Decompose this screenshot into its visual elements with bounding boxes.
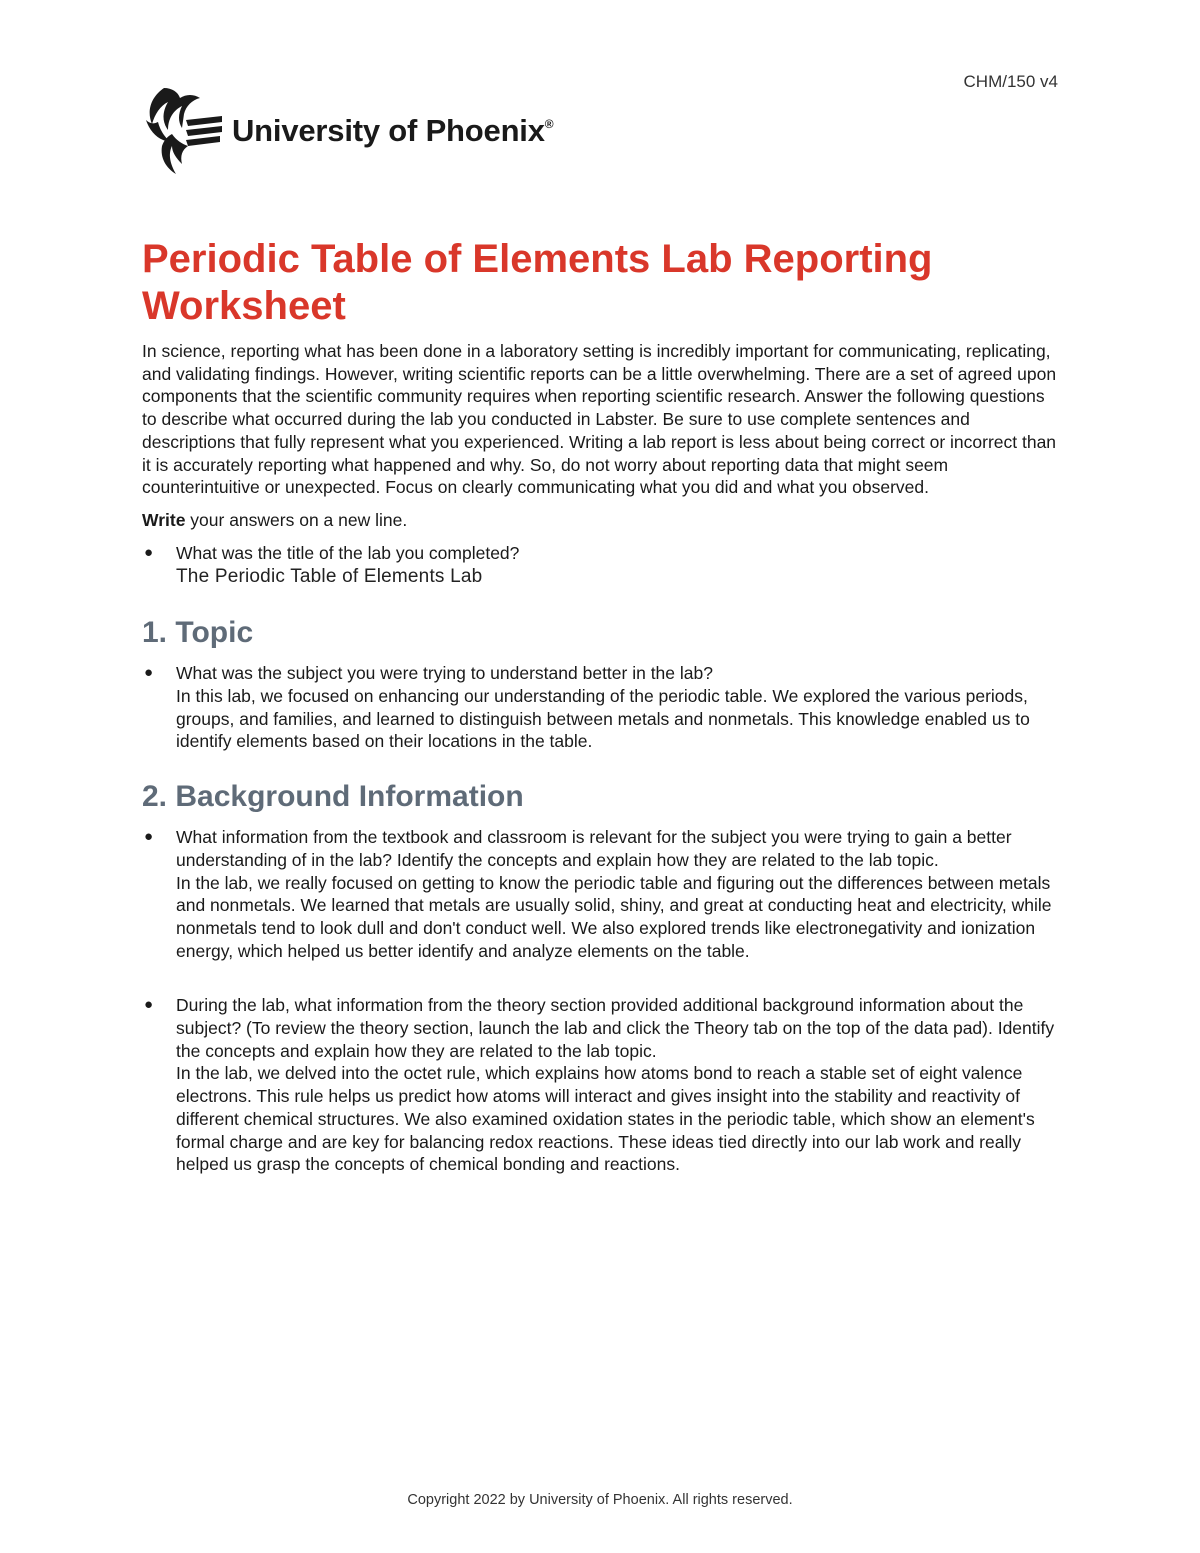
section-heading-topic: 1. Topic — [142, 616, 254, 650]
instructions-rest: your answers on a new line. — [185, 509, 408, 530]
bullet-icon: ● — [144, 996, 154, 1014]
lab-title-question: What was the title of the lab you completed? — [176, 542, 520, 563]
university-logo — [142, 84, 553, 176]
lab-title-item — [142, 542, 1062, 591]
bullet-icon: ● — [144, 828, 154, 846]
lab-title-answer: The Periodic Table of Elements Lab — [176, 566, 483, 588]
background-item-2 — [142, 994, 1062, 1176]
bullet-icon: ● — [144, 543, 154, 561]
instructions-line — [142, 509, 1062, 532]
logo-registered-mark: ® — [544, 117, 554, 131]
logo-wordmark — [232, 113, 553, 149]
worksheet-title: Periodic Table of Elements Lab Reporting Worksheet — [142, 237, 933, 328]
phoenix-bird-icon — [142, 84, 226, 176]
background-answer-1: In the lab, we really focused on getting to know the periodic table and figuring out the differences between metals and nonmetals. We learned that metals are usually solid, shiny, and great at conducting heat and electricity, while nonmetals tend to look dull and don't conduct well. We also explored trends like electronegativity and ionization energy, which helped us better identify and analyze elements on the table. — [176, 872, 1052, 961]
topic-item — [142, 662, 1062, 753]
course-code: CHM/150 v4 — [963, 72, 1058, 91]
background-question-2: During the lab, what information from the theory section provided additional background information about the subject? (To review the theory section, launch the lab and click the Theory tab on the top of the data pad). Identify the concepts and explain how they are related to the lab topic. — [176, 995, 1055, 1061]
topic-answer: In this lab, we focused on enhancing our understanding of the periodic table. We explored the various periods, groups, and families, and learned to distinguish between metals and nonmetals. This knowledge enabled us to identify elements based on their locations in the table. — [176, 686, 1030, 752]
bullet-icon: ● — [144, 664, 154, 682]
logo-text: University of Phoenix — [232, 113, 545, 148]
topic-question: What was the subject you were trying to understand better in the lab? — [176, 663, 713, 684]
background-answer-2: In the lab, we delved into the octet rule, which explains how atoms bond to reach a stable set of eight valence electrons. This rule helps us predict how atoms will interact and gives insight into the stability and reactivity of different chemical structures. We also examined oxidation states in the periodic table, which show an element's formal charge and are key for balancing redox reactions. These ideas tied directly into our lab work and really helped us grasp the concepts of chemical bonding and reactions. — [176, 1063, 1035, 1175]
background-question-1: What information from the textbook and classroom is relevant for the subject you were trying to gain a better understanding of in the lab? Identify the concepts and explain how they are related to the lab topic. — [176, 827, 1012, 870]
worksheet-content — [142, 236, 1062, 1176]
section-heading-background: 2. Background Information — [142, 780, 524, 814]
instructions-bold: Write — [142, 509, 186, 530]
copyright-footer: Copyright 2022 by University of Phoenix. All rights reserved. — [407, 1492, 793, 1508]
background-item-1 — [142, 826, 1062, 962]
intro-paragraph: In science, reporting what has been done in a laboratory setting is incredibly important for communicating, replicating, and validating findings. However, writing scientific reports can be a little overwhelming. There are a set of agreed upon components that the scientific community requires when reporting scientific research. Answer the following questions to describe what occurred during the lab you conducted in Labster. Be sure to use complete sentences and descriptions that fully represent what you experienced. Writing a lab report is less about being correct or incorrect than it is accurately reporting what happened and why. So, do not worry about reporting data that might seem counterintuitive or unexpected. Focus on clearly communicating what you did and what you observed. — [142, 341, 1057, 498]
